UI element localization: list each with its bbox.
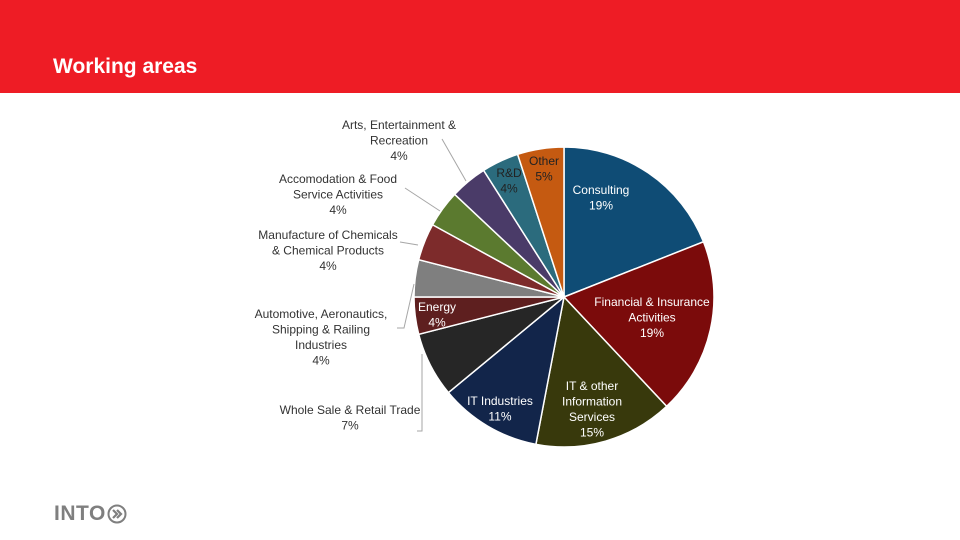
slice-label: Energy 4% [417, 300, 457, 330]
slice-label: Consulting 19% [572, 183, 630, 213]
page-title: Working areas [53, 55, 198, 78]
slice-label: Automotive, Aeronautics, Shipping & Railing Industries 4% [254, 307, 388, 368]
pie-chart [0, 93, 960, 493]
slice-label: Arts, Entertainment & Recreation 4% [341, 118, 457, 163]
leader-line [397, 284, 414, 328]
slice-label: Accomodation & Food Service Activities 4% [278, 172, 398, 217]
logo-text: INTO [54, 502, 106, 525]
slice-label: Financial & Insurance Activities 19% [594, 295, 710, 340]
slice-label: IT Industries 11% [467, 394, 533, 424]
slice-label: Other 5% [528, 154, 560, 184]
leader-line [405, 188, 440, 211]
slice-label: Whole Sale & Retail Trade 7% [279, 403, 421, 433]
leader-line [400, 242, 418, 245]
leader-line [442, 139, 466, 181]
slice-label: Manufacture of Chemicals & Chemical Products 4% [258, 228, 398, 273]
double-chevron-icon [107, 504, 127, 524]
header-bar [0, 0, 960, 93]
slice-label: R&D 4% [496, 166, 522, 196]
leader-line [417, 354, 422, 431]
slice-label: IT & other Information Services 15% [561, 379, 623, 440]
into-logo [54, 502, 127, 526]
